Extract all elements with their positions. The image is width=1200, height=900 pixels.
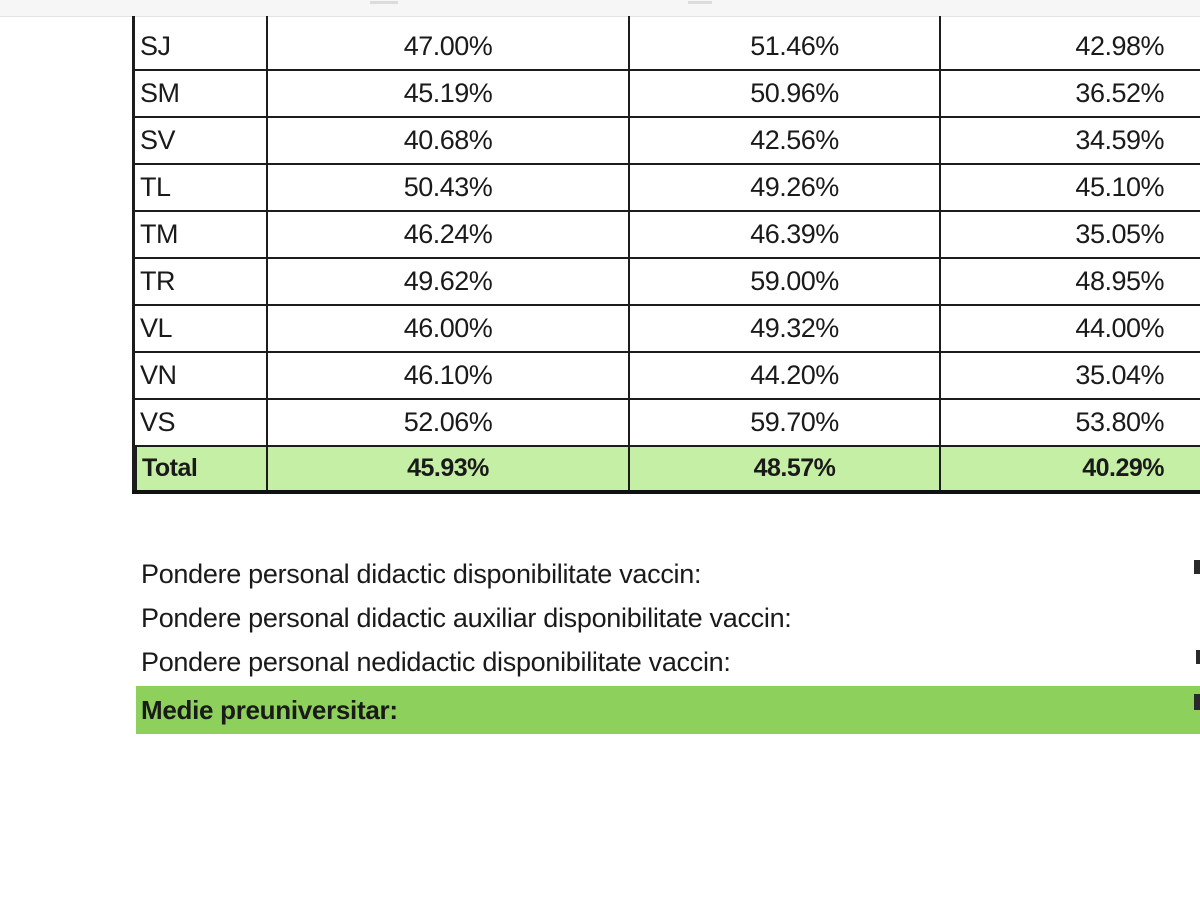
value-cell: 59.70% [628,400,939,445]
value-cell: 34.59% [939,118,1200,163]
table-row [132,306,1200,353]
auxiliary-staff-label: Pondere personal didactic auxiliar disponibilitate vaccin: [141,603,792,633]
value-cell: 35.04% [939,353,1200,398]
total-value: 40.29% [939,447,1200,490]
cut-off-value-mark [1196,650,1200,664]
cut-off-value-mark [1194,694,1200,710]
county-cell: TR [132,259,266,304]
value-cell: 36.52% [939,71,1200,116]
table-row [132,212,1200,259]
total-label: Total [132,447,266,490]
table-row [132,353,1200,400]
table-row [132,165,1200,212]
total-row [132,447,1200,494]
table-row [132,259,1200,306]
value-cell: 46.39% [628,212,939,257]
non-didactic-staff-label: Pondere personal nedidactic disponibilitate vaccin: [141,647,731,677]
pre-university-average-label: Medie preuniversitar: [136,686,1200,734]
county-cell: VL [132,306,266,351]
county-cell: TM [132,212,266,257]
value-cell: 42.98% [939,16,1200,69]
value-cell: 45.19% [266,71,628,116]
vaccination-table [132,16,1200,510]
didactic-staff-label: Pondere personal didactic disponibilitate vaccin: [141,559,702,589]
table-row [132,400,1200,447]
value-cell: 44.00% [939,306,1200,351]
scan-mark [688,1,712,4]
summary-section [136,552,1200,734]
total-value: 45.93% [266,447,628,490]
value-cell: 40.68% [266,118,628,163]
value-cell: 46.00% [266,306,628,351]
value-cell: 53.80% [939,400,1200,445]
table-row [132,118,1200,165]
table-row [132,16,1200,71]
value-cell: 50.43% [266,165,628,210]
value-cell: 35.05% [939,212,1200,257]
value-cell: 49.62% [266,259,628,304]
cut-off-value-mark [1194,560,1200,574]
total-value: 48.57% [628,447,939,490]
county-cell: TL [132,165,266,210]
value-cell: 45.10% [939,165,1200,210]
value-cell: 52.06% [266,400,628,445]
value-cell: 44.20% [628,353,939,398]
page-top-edge [0,0,1200,17]
value-cell: 42.56% [628,118,939,163]
county-cell: VN [132,353,266,398]
county-cell: SJ [132,16,266,69]
county-cell: SM [132,71,266,116]
county-cell: VS [132,400,266,445]
county-cell: SV [132,118,266,163]
value-cell: 46.10% [266,353,628,398]
value-cell: 49.32% [628,306,939,351]
value-cell: 48.95% [939,259,1200,304]
value-cell: 49.26% [628,165,939,210]
value-cell: 59.00% [628,259,939,304]
table-row [132,71,1200,118]
value-cell: 46.24% [266,212,628,257]
scan-mark [370,1,398,4]
value-cell: 51.46% [628,16,939,69]
table-body [132,16,1200,494]
value-cell: 50.96% [628,71,939,116]
value-cell: 47.00% [266,16,628,69]
